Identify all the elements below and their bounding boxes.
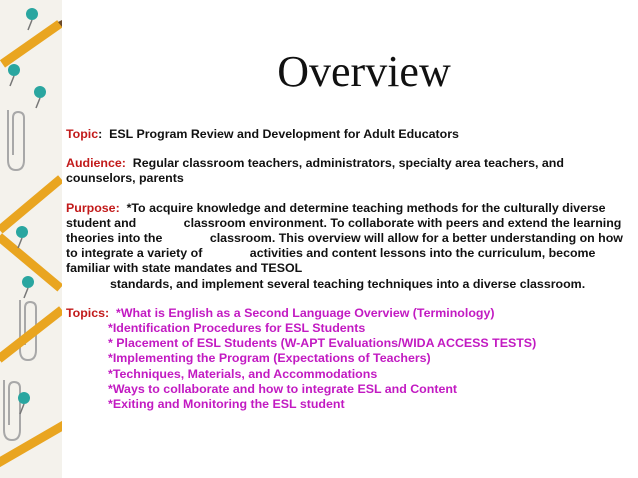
topic-list-item: *Exiting and Monitoring the ESL student [108, 397, 345, 412]
topic-colon: : [98, 127, 103, 141]
topic-list-item: *Identification Procedures for ESL Students [108, 321, 366, 336]
pushpin-icon [16, 226, 28, 248]
audience-text: Regular classroom teachers, administrators, specialty area teachers, and counselors, parents [66, 156, 568, 186]
paper-clip-icon [8, 110, 24, 170]
pencil-icon [0, 175, 62, 233]
slide-title: Overview [277, 47, 451, 96]
topic-list-item: *Techniques, Materials, and Accommodations [108, 366, 378, 381]
topic-list-item: * Placement of ESL Students (W-APT Evaluations/WIDA ACCESS TESTS) [108, 336, 537, 351]
pushpin-icon [26, 8, 38, 30]
audience-label: Audience: [66, 156, 126, 171]
topic-text: ESL Program Review and Development for Adult Educators [102, 127, 459, 141]
topic-list-item: *Implementing the Program (Expectations of Teachers) [108, 351, 431, 366]
slide-body [66, 127, 626, 412]
purpose-label: Purpose: [66, 200, 120, 215]
purpose-line: activities and content lessons into the curriculum, become familiar with state mandates and TESOL [66, 246, 596, 276]
purpose-line: classroom environment. To collaborate with peers and extend the learning theories into the [66, 215, 622, 246]
paper-clip-icon [4, 380, 20, 440]
purpose-paragraph [66, 201, 626, 292]
topics-paragraph [66, 306, 626, 412]
audience-paragraph [66, 156, 626, 186]
purpose-line: standards, and implement several teaching techniques into a diverse classroom. [110, 276, 586, 291]
topic-list-item: *Ways to collaborate and how to integrate ESL and Content [108, 381, 458, 396]
purpose-line: *To acquire knowledge and determine teaching methods for the culturally diverse student and [66, 200, 610, 230]
topic-paragraph [66, 127, 626, 142]
topic-label: Topic [66, 127, 99, 141]
pencil-icon [0, 421, 62, 469]
topics-label: Topics: [66, 305, 110, 320]
topics-first-item: *What is English as a Second Language Overview (Terminology) [109, 305, 495, 320]
pushpin-icon [22, 276, 34, 298]
purpose-line: classroom. This overview will allow for a better understanding on how to integrate a variety of [66, 231, 623, 261]
pencil-icon [0, 306, 62, 362]
